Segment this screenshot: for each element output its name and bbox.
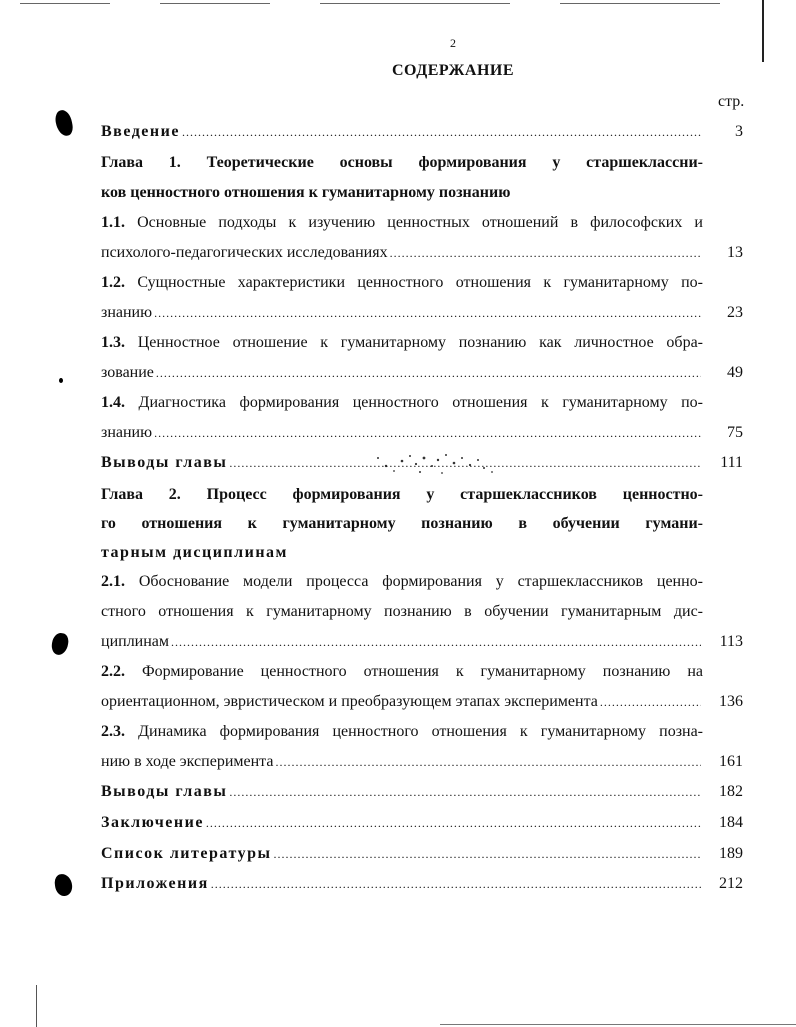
section-number: 2.1. [101, 573, 125, 590]
scan-edge-line [560, 3, 720, 4]
toc-entry-1-2 [101, 268, 703, 298]
toc-entry-page: 49 [727, 364, 743, 381]
toc-chapter-2-heading-cont [101, 509, 703, 539]
toc-entry-title: Приложения [101, 875, 209, 892]
section-title: Обоснование модели процесса формирования у старшеклассников ценно- [138, 573, 704, 590]
section-title-cont: нию в ходе эксперимента [101, 753, 274, 770]
toc-entry-1-3 [101, 328, 703, 358]
page-column-label: стр. [718, 93, 745, 110]
dot-leader [206, 808, 701, 838]
chapter-title-cont: тарным дисциплинам [101, 544, 288, 561]
toc-entry-page: 23 [727, 304, 743, 321]
section-number: 1.2. [101, 274, 125, 291]
toc-entry-appendices [101, 869, 743, 899]
speck-mark [59, 378, 63, 383]
dot-leader [229, 777, 701, 807]
punch-hole-mark [54, 873, 73, 897]
dot-leader [600, 687, 701, 717]
toc-entry-2-1 [101, 567, 703, 597]
toc-entry-chapter-2-conclusions [101, 777, 743, 807]
toc-entry-page: 189 [719, 845, 743, 862]
scan-edge-mark [36, 985, 37, 1027]
toc-entry-bibliography [101, 839, 743, 869]
section-number: 2.3. [101, 723, 125, 740]
dot-leader [229, 448, 701, 478]
toc-chapter-1-heading [101, 148, 703, 178]
chapter-number: Глава 1. [101, 154, 181, 171]
toc-entry-page: 136 [719, 693, 743, 710]
section-title: Формирование ценностного отношения к гуманитарному познанию на [141, 663, 704, 680]
scan-edge-line [440, 1024, 796, 1025]
toc-entry-1-4 [101, 388, 703, 418]
toc-entry-page: 3 [735, 123, 743, 140]
scan-edge-line [20, 3, 110, 4]
dot-leader [275, 747, 701, 777]
chapter-title: Процесс формирования у старшеклассников ценностно- [206, 486, 704, 503]
toc-entry-page: 111 [720, 454, 743, 471]
chapter-number: Глава 2. [101, 486, 181, 503]
scan-edge-line [320, 3, 510, 4]
section-title-cont: зование [101, 364, 154, 381]
toc-entry-title: Список литературы [101, 845, 272, 862]
toc-entry-page: 182 [719, 783, 743, 800]
toc-entry-page: 75 [727, 424, 743, 441]
toc-entry-2-2 [101, 657, 703, 687]
toc-entry-1-4-cont [101, 418, 743, 448]
toc-chapter-2-heading [101, 480, 703, 510]
punch-hole-mark [54, 109, 74, 137]
toc-entry-title: Выводы главы [101, 783, 228, 800]
section-title-cont: циплинам [101, 633, 170, 650]
toc-entry-title: Выводы главы [101, 454, 228, 471]
section-title: Диагностика формирования ценностного отношения к гуманитарному по- [138, 394, 703, 411]
toc-entry-2-1-cont [101, 597, 703, 627]
toc-entry-2-3-cont [101, 747, 743, 777]
toc-entry-1-1-cont [101, 238, 743, 268]
toc-entry-2-2-cont [101, 687, 743, 717]
toc-entry-page: 113 [719, 633, 743, 650]
dot-leader [211, 869, 701, 899]
toc-chapter-2-heading-cont2 [101, 538, 743, 568]
section-title-cont: знанию [101, 304, 153, 321]
section-title: Ценностное отношение к гуманитарному познанию как личностное обра- [137, 334, 703, 351]
dot-leader [390, 238, 701, 268]
scan-edge-line [160, 3, 270, 4]
toc-title: СОДЕРЖАНИЕ [391, 62, 515, 79]
section-title-cont: стного отношения к гуманитарному познанию в обучении гуманитарным дис- [101, 603, 703, 620]
section-title-cont: ориентационном, эвристическом и преобразующем этапах эксперимента [101, 693, 598, 710]
toc-entry-page: 161 [719, 753, 743, 770]
toc-chapter-1-heading-cont [101, 178, 743, 208]
dot-leader [156, 358, 701, 388]
toc-entry-1-2-cont [101, 298, 743, 328]
toc-entry-title: Заключение [101, 814, 204, 831]
chapter-title: Теоретические основы формирования у старшеклассни- [206, 154, 703, 171]
section-number: 1.4. [101, 394, 125, 411]
toc-entry-page: 212 [719, 875, 743, 892]
toc-entry-chapter-1-conclusions [101, 448, 743, 478]
punch-hole-mark [51, 632, 70, 656]
toc-entry-page: 184 [719, 814, 743, 831]
page-number: 2 [450, 36, 456, 50]
dot-leader [171, 627, 701, 657]
chapter-title-cont: ков ценностного отношения к гуманитарному познанию [101, 184, 511, 201]
dot-leader [182, 117, 701, 147]
dot-leader [154, 298, 701, 328]
section-title: Основные подходы к изучению ценностных отношений в философских и [137, 214, 703, 231]
section-number: 2.2. [101, 663, 125, 680]
dot-leader [154, 418, 701, 448]
dot-leader [274, 839, 702, 869]
toc-entry-1-1 [101, 208, 703, 238]
section-title-cont: знанию [101, 424, 153, 441]
toc-entry-1-3-cont [101, 358, 743, 388]
section-number: 1.3. [101, 334, 125, 351]
chapter-title-cont: го отношения к гуманитарному познанию в обучении гумани- [101, 515, 703, 532]
toc-entry-page: 13 [727, 244, 743, 261]
toc-entry-introduction [101, 117, 743, 147]
section-title: Сущностные характеристики ценностного отношения к гуманитарному по- [137, 274, 704, 291]
toc-entry-title: Введение [101, 123, 180, 140]
section-title-cont: психолого-педагогических исследованиях [101, 244, 388, 261]
toc-entry-conclusion [101, 808, 743, 838]
toc-entry-2-1-cont2 [101, 627, 743, 657]
section-number: 1.1. [101, 214, 125, 231]
section-title: Динамика формирования ценностного отношения к гуманитарному позна- [138, 723, 704, 740]
toc-entry-2-3 [101, 717, 703, 747]
scan-edge-mark [762, 0, 764, 62]
